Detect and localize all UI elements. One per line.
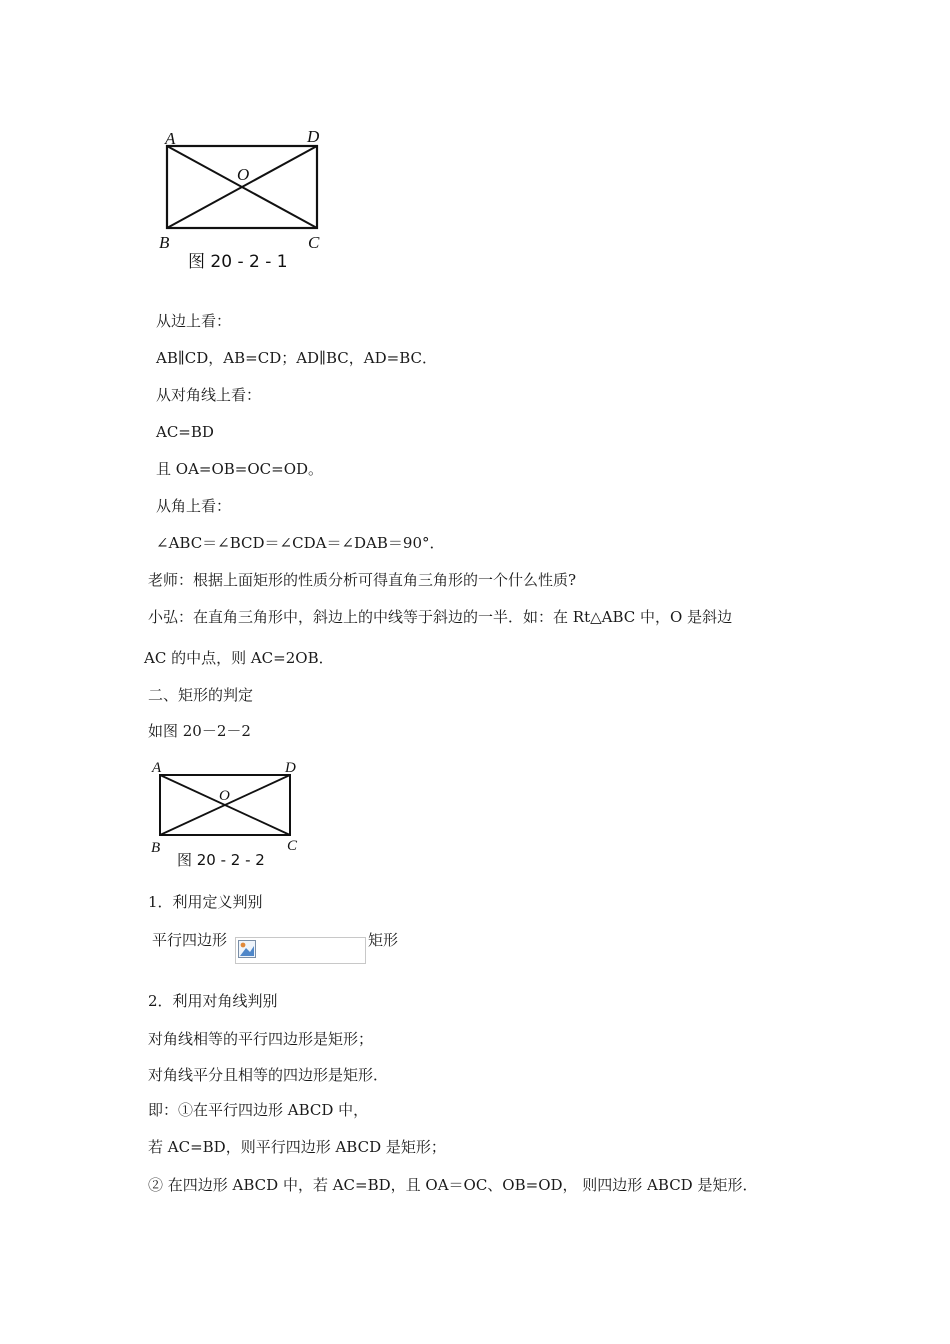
paragraph-side-view: 从边上看： (156, 312, 232, 330)
label-a: A (152, 760, 162, 776)
figure-20-2-2 (147, 755, 312, 875)
paragraph-theorem-1: 对角线相等的平行四边形是矩形； (148, 1030, 374, 1048)
paragraph-teacher: 老师：根据上面矩形的性质分析可得直角三角形的一个什么性质? (148, 571, 577, 589)
paragraph-side-props: AB∥CD，AB=CD；AD∥BC，AD=BC． (156, 349, 437, 367)
paragraph-case-1-result: 若 AC=BD，则平行四边形 ABCD 是矩形； (148, 1138, 446, 1156)
figure-20-2-1 (155, 124, 345, 274)
label-d: D (285, 760, 296, 776)
label-b: B (151, 840, 161, 856)
label-d: D (307, 127, 320, 146)
paragraph-theorem-2: 对角线平分且相等的四边形是矩形． (148, 1066, 389, 1084)
rectangle-diagram-2 (147, 755, 312, 875)
paragraph-student: 小弘：在直角三角形中，斜边上的中线等于斜边的一半．如：在 Rt△ABC 中，O 是斜边 (148, 608, 733, 626)
paragraph-case-2: ② 在四边形 ABCD 中，若 AC=BD，且 OA＝OC、OB=OD， 则四边形 ABCD 是矩形． (148, 1176, 758, 1194)
paragraph-angle-view: 从角上看： (156, 497, 232, 515)
label-c: C (287, 838, 298, 854)
paragraph-diagonal-halves: 且 OA=OB=OC=OD。 (156, 460, 324, 478)
broken-image-icon (238, 940, 256, 962)
paragraph-diagonal-view: 从对角线上看： (156, 386, 262, 404)
paragraph-angle-props: ∠ABC＝∠BCD＝∠CDA＝∠DAB＝90°． (156, 534, 445, 552)
paragraph-diagonal-equal: AC=BD (156, 423, 214, 441)
label-a: A (165, 129, 176, 148)
label-c: C (308, 233, 320, 252)
paragraph-rectangle-word: 矩形 (368, 931, 399, 949)
paragraph-definition-test: 1．利用定义判别 (148, 893, 263, 911)
label-b: B (159, 233, 170, 252)
rectangle-diagram-1 (155, 124, 345, 274)
section-heading-rectangle-test: 二、矩形的判定 (148, 686, 254, 704)
label-o: O (237, 165, 250, 184)
paragraph-student-cont: AC 的中点，则 AC=2OB． (144, 649, 334, 667)
paragraph-figure-ref: 如图 20－2－2 (148, 722, 251, 740)
figure-caption: 图 20 - 2 - 1 (188, 252, 288, 272)
paragraph-parallelogram: 平行四边形 (152, 931, 228, 949)
paragraph-case-1: 即：①在平行四边形 ABCD 中， (148, 1101, 369, 1119)
figure-caption: 图 20 - 2 - 2 (177, 851, 265, 869)
embedded-formula-image (235, 937, 366, 964)
paragraph-diagonal-test: 2．利用对角线判别 (148, 992, 278, 1010)
label-o: O (219, 788, 230, 804)
